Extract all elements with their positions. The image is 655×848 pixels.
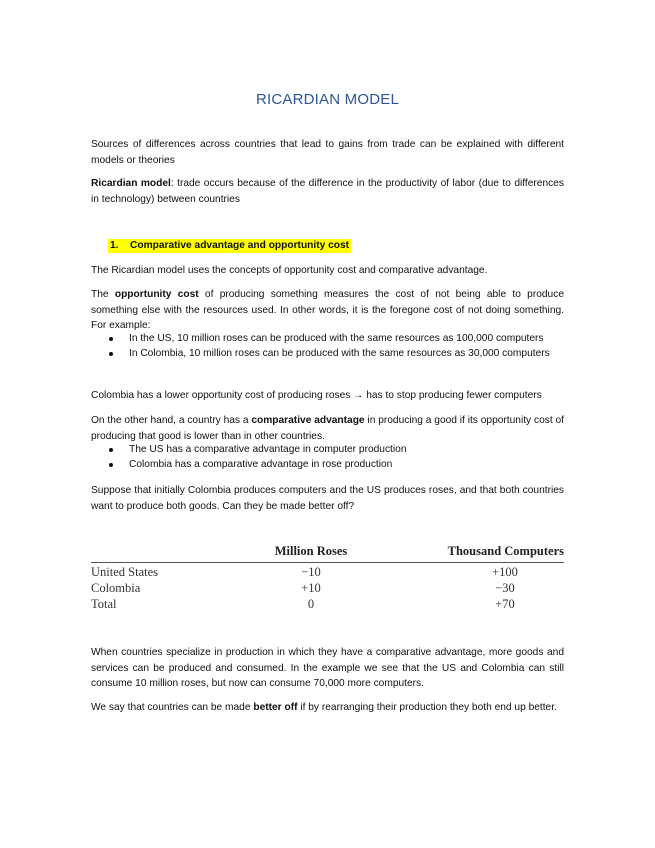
list-item: Colombia has a comparative advantage in rose production [91, 458, 564, 473]
comparative-term: comparative advantage [251, 415, 365, 426]
uses-paragraph: The Ricardian model uses the concepts of opportunity cost and comparative advantage. [91, 265, 488, 276]
production-table [91, 544, 564, 613]
header-computers: Thousand Computers [447, 544, 564, 558]
colombia-line: Colombia has a lower opportunity cost of producing roses → has to stop producing fewer computers [91, 390, 542, 401]
examples-list [91, 332, 564, 361]
specialize-paragraph: When countries specialize in production in which they have a comparative advantage, more goods and services can be produced and consumed. In the example we see that the US and Colombia can still consume 10 million roses, but now can consume 70,000 more computers. [91, 647, 564, 689]
list-item: In the US, 10 million roses can be produced with the same resources as 100,000 computers [91, 332, 564, 347]
better-paragraph [91, 700, 564, 716]
suppose-paragraph: Suppose that initially Colombia produces computers and the US produces roses, and that both countries want to produce both goods. Can they be made better off? [91, 485, 564, 512]
table-divider [91, 562, 564, 563]
section-heading-text: Comparative advantage and opportunity cost [130, 240, 350, 251]
ricardian-term: Ricardian model [91, 178, 171, 189]
opportunity-paragraph [91, 287, 564, 334]
bullet-icon [109, 337, 113, 341]
table-header [91, 544, 564, 560]
list-item: The US has a comparative advantage in computer production [91, 443, 564, 458]
bullet-icon [109, 448, 113, 452]
section-heading [108, 239, 351, 253]
table-row: Total 0 +70 [91, 597, 515, 611]
list-item: In Colombia, 10 million roses can be produced with the same resources as 30,000 computers [91, 347, 564, 362]
better-pre: We say that countries can be made [91, 702, 254, 713]
opportunity-pre: The [91, 289, 115, 300]
header-roses: Million Roses [274, 544, 348, 558]
bullet-icon [109, 352, 113, 356]
bullet-icon [109, 463, 113, 467]
intro-paragraph: Sources of differences across countries that lead to gains from trade can be explained with different models or theories [91, 139, 564, 166]
comparative-pre: On the other hand, a country has a [91, 415, 252, 426]
better-term: better off [253, 702, 298, 713]
opportunity-text: of producing something measures the cost of not being able to produce something else with the resources used. In other words, it is the foregone cost of not doing something. For example: [91, 289, 564, 331]
ricardian-text: : trade occurs because of the difference in the productivity of labor (due to differences in technology) between countries [91, 178, 564, 205]
comparative-paragraph [91, 413, 564, 444]
comparative-text: in producing a good if its opportunity cost of producing that good is lower than in other countries. [91, 415, 564, 442]
better-text: if by rearranging their production they both end up better. [297, 702, 557, 713]
page-title: RICARDIAN MODEL [255, 91, 400, 108]
opportunity-term: opportunity cost [114, 289, 199, 300]
ricardian-paragraph [91, 176, 564, 207]
advantages-list [91, 443, 564, 472]
section-number: 1. [110, 240, 119, 251]
table-row: Colombia +10 −30 [91, 581, 515, 595]
table-row: United States −10 +100 [91, 565, 518, 579]
